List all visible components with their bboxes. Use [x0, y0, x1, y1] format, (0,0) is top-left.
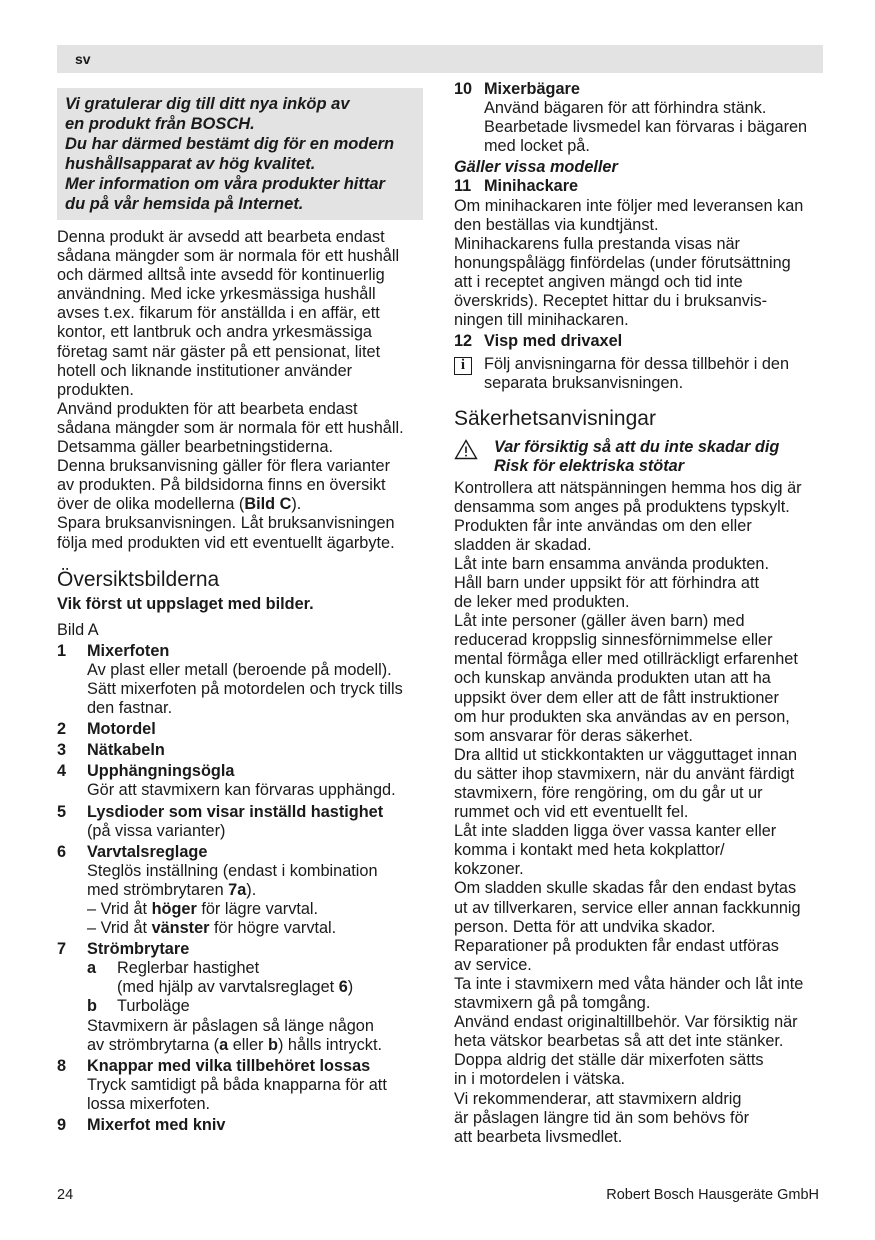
text-line: följa med produkten vid ett eventuellt ägarbyte. [57, 533, 395, 552]
text-line: stavmixern gå på tomgång. [454, 994, 651, 1013]
text-line [87, 900, 423, 919]
item-title: Varvtalsreglage [87, 842, 208, 861]
figure-reference: Bild C [244, 495, 292, 514]
text-line: sladden är skadad. [454, 535, 592, 554]
sub-item [87, 997, 423, 1016]
text-span: med strömbrytaren [87, 880, 229, 899]
item-title: Minihackare [484, 177, 579, 196]
text-line: företag samt när gäster på ett pensionat, litet [57, 342, 381, 361]
text-line: Gör att stavmixern kan förvaras upphängd. [87, 781, 396, 800]
intro-line: Mer information om våra produkter hittar [65, 175, 385, 193]
text-line: och därmed alltså inte avsedd för kontinuerlig [57, 266, 385, 285]
item-number: 5 [57, 802, 67, 821]
item-title: Nätkabeln [87, 741, 165, 760]
list-item [57, 1057, 423, 1114]
item-title: Visp med drivaxel [484, 332, 623, 351]
text-line: Doppa aldrig det ställe där mixerfoten sätts [454, 1051, 764, 1070]
text-line: du sätter ihop stavmixern, när du använt färdigt [454, 764, 795, 783]
text-line: Bearbetade livsmedel kan förvaras i bägaren [484, 118, 808, 137]
item-title: Lysdioder som visar inställd hastighet [87, 802, 384, 821]
text-line: produkten. [57, 380, 134, 399]
sub-item [87, 959, 423, 997]
item-title: Upphängningsögla [87, 762, 235, 781]
text-line: heta vätskor bearbetas så att det inte stänker. [454, 1032, 784, 1051]
text-line: Steglös inställning (endast i kombination [87, 861, 378, 880]
item-number: 12 [454, 332, 473, 351]
item-number: 6 [57, 842, 67, 861]
models-note: Gäller vissa modeller [454, 158, 618, 177]
list-item [57, 642, 423, 718]
list-item [57, 762, 423, 800]
part-reference: b [268, 1035, 278, 1054]
text-span: över de olika modellerna ( [57, 495, 245, 514]
text-line: rummet och vid ett eventuellt fel. [454, 803, 689, 822]
item-title: Mixerfoten [87, 641, 170, 660]
text-line: Denna bruksanvisning gäller för flera varianter [57, 457, 391, 476]
text-line: densamma som anges på produktens typskylt. [454, 497, 790, 516]
page-number: 24 [57, 1187, 74, 1203]
text-line: kontor, ett lantbruk och andra yrkesmässiga [57, 323, 372, 342]
text-line: Sätt mixerfoten på motordelen och tryck tills [87, 679, 403, 698]
list-item [57, 1116, 423, 1135]
text-line: Använd endast originaltillbehör. Var försiktig när [454, 1013, 798, 1032]
intro-box [57, 88, 423, 220]
list-item [57, 720, 423, 739]
text-line: Ta inte i stavmixern med våta händer och låt inte [454, 974, 804, 993]
list-item [454, 332, 824, 351]
text-line: Låt inte sladden ligga över vassa kanter eller [454, 822, 777, 841]
text-line: Reglerbar hastighet [117, 959, 260, 978]
text-span: för högre varvtal. [209, 919, 337, 938]
text-line: att bearbeta livsmedlet. [454, 1127, 623, 1146]
text-line: Låt inte barn ensamma använda produkten. [454, 554, 769, 573]
text-line: mental förmåga eller med otillräckligt erfarenhet [454, 650, 798, 669]
language-bar [57, 45, 823, 73]
text-line: uppsikt över dem eller att de fått instruktioner [454, 688, 779, 707]
safety-text [454, 479, 824, 1147]
text-line: in i motordelen i vätska. [454, 1070, 626, 1089]
intro-line: Vi gratulerar dig till ditt nya inköp av [65, 95, 350, 113]
text-line: reducerad kroppslig sinnesförnimmelse eller [454, 631, 773, 650]
text-span: eller [228, 1035, 268, 1054]
minihackare-paragraph [454, 197, 824, 331]
company-name: Robert Bosch Hausgeräte GmbH [606, 1187, 819, 1203]
text-line: Produkten får inte användas om den eller [454, 516, 752, 535]
text-span: – Vrid åt [87, 900, 152, 918]
text-span: ) hålls intryckt. [277, 1035, 382, 1054]
text-line: och kunskap använda produkten utan att ha [454, 669, 771, 688]
text-line: av produkten. På bildsidorna finns en översikt [57, 476, 386, 495]
part-reference: 7a [228, 880, 247, 899]
text-line: komma i kontakt med heta kokplattor/ [454, 841, 725, 860]
info-icon: i [454, 357, 472, 375]
text-span: ). [246, 880, 257, 899]
intro-line: en produkt från BOSCH. [65, 115, 255, 133]
text-line: av service. [454, 955, 532, 974]
text-span: (med hjälp av varvtalsreglaget [117, 978, 339, 997]
text-line: Använd bägaren för att förhindra stänk. [484, 99, 767, 118]
text-line: Reparationer på produkten får endast utföras [454, 936, 779, 955]
item-number: 11 [454, 177, 472, 196]
warning-line: Var försiktig så att du inte skadar dig [494, 437, 780, 456]
left-column [57, 80, 423, 1135]
list-item [57, 843, 423, 938]
usage-paragraph [57, 228, 423, 553]
text-line: Tryck samtidigt på båda knapparna för att [87, 1075, 387, 1094]
text-line: den fastnar. [87, 699, 173, 718]
emphasis: vänster [151, 919, 210, 938]
right-column [454, 80, 824, 1147]
section-heading-safety: Säkerhetsanvisningar [454, 406, 656, 430]
text-line: separata bruksanvisningen. [484, 374, 684, 393]
item-title: Strömbrytare [87, 940, 190, 959]
text-line: med locket på. [484, 137, 590, 156]
item-number: 10 [454, 80, 473, 98]
text-line: Detsamma gäller bearbetningstiderna. [57, 438, 334, 457]
warning-triangle-icon [454, 439, 478, 460]
text-line: Använd produkten för att bearbeta endast [57, 399, 358, 418]
text-line: som ansvarar för deras säkerhet. [454, 726, 693, 745]
text-line: Dra alltid ut stickkontakten ur vägguttaget innan [454, 745, 798, 764]
text-line: Av plast eller metall (beroende på modell). [87, 660, 392, 679]
text-span: – Vrid åt [87, 919, 152, 938]
text-line [87, 881, 423, 900]
text-line: användning. Med icke yrkesmässiga hushåll [57, 285, 376, 304]
text-line: hotell och liknande institutioner använder [57, 361, 353, 380]
text-line: Följ anvisningarna för dessa tillbehör i den [484, 355, 789, 374]
text-span: för lägre varvtal. [196, 900, 319, 918]
warning-line: Risk för elektriska stötar [494, 457, 685, 475]
info-note [454, 355, 824, 393]
text-line: Låt inte personer (gäller även barn) med [454, 612, 745, 631]
language-code: sv [75, 51, 91, 67]
text-line: honungspålägg finfördelas (under förutsättning [454, 253, 791, 272]
text-line: Turboläge [117, 997, 190, 1016]
list-item [57, 803, 423, 841]
list-item [454, 177, 824, 196]
text-line: avses t.ex. fikarum för anställda i en affär, ett [57, 304, 380, 323]
section-heading-overview: Översiktsbilderna [57, 567, 220, 591]
item-number: 7 [57, 940, 67, 959]
text-line: sådana mängder som är normala för ett hushåll. [57, 418, 404, 437]
sub-item-label: b [87, 997, 97, 1016]
text-span: av strömbrytarna ( [87, 1035, 220, 1054]
text-line: Vi rekommenderar, att stavmixern aldrig [454, 1089, 742, 1108]
item-number: 2 [57, 720, 67, 739]
text-line: stavmixern, före rengöring, om du går ut ur [454, 784, 763, 802]
part-reference: 6 [338, 978, 348, 997]
text-line: ut av tillverkaren, service eller annan fackkunnig [454, 898, 801, 917]
sub-item-label: a [87, 959, 97, 978]
text-line: sådana mängder som är normala för ett hushåll [57, 247, 400, 266]
text-span: ). [291, 495, 302, 514]
warning-note [454, 438, 824, 477]
overview-subheading: Vik först ut uppslaget med bilder. [57, 594, 314, 613]
item-title: Knappar med vilka tillbehöret lossas [87, 1056, 371, 1075]
text-line: person. Detta för att undvika skador. [454, 917, 716, 936]
text-line: Om sladden skulle skadas får den endast bytas [454, 879, 797, 898]
list-item [454, 80, 824, 156]
text-span: ) [347, 978, 354, 997]
list-item [57, 940, 423, 1055]
text-line: den beställas via kundtjänst. [454, 215, 659, 234]
item-number: 8 [57, 1056, 67, 1075]
text-line: är påslagen längre tid än som behövs för [454, 1108, 750, 1127]
text-line: (på vissa varianter) [87, 821, 226, 840]
text-line: lossa mixerfoten. [87, 1094, 211, 1113]
item-number: 9 [57, 1116, 67, 1135]
item-number: 3 [57, 741, 67, 760]
intro-line: du på vår hemsida på Internet. [65, 195, 304, 213]
emphasis: höger [151, 900, 197, 918]
text-line: Kontrollera att nätspänningen hemma hos dig är [454, 478, 802, 497]
list-item [57, 741, 423, 760]
text-line [117, 978, 423, 997]
intro-line: hushållsapparat av hög kvalitet. [65, 155, 316, 173]
item-title: Mixerfot med kniv [87, 1116, 226, 1135]
text-line: kokzoner. [454, 860, 524, 879]
item-number: 4 [57, 762, 67, 781]
item-title: Mixerbägare [484, 80, 580, 98]
text-line: att i receptet angiven mängd och tid inte [454, 272, 743, 291]
text-line [57, 495, 423, 514]
figure-a-label: Bild A [57, 620, 99, 639]
text-line [87, 1036, 423, 1055]
text-line: Spara bruksanvisningen. Låt bruksanvisningen [57, 514, 395, 533]
text-line: Minihackarens fulla prestanda visas när [454, 234, 740, 253]
item-title: Motordel [87, 720, 156, 739]
text-line: Om minihackaren inte följer med leveransen kan [454, 196, 804, 215]
text-line: om hur produkten ska användas av en person, [454, 707, 790, 726]
item-number: 1 [57, 641, 67, 660]
part-reference: a [219, 1035, 229, 1054]
text-line: Stavmixern är påslagen så länge någon [87, 1016, 374, 1035]
text-line: Håll barn under uppsikt för att förhindra att [454, 573, 759, 592]
intro-line: Du har därmed bestämt dig för en modern [65, 135, 395, 153]
text-line: Denna produkt är avsedd att bearbeta endast [57, 228, 385, 246]
text-line: överskrids). Receptet hittar du i bruksanvis- [454, 292, 768, 311]
text-line: ningen till minihackaren. [454, 311, 629, 330]
text-line: de leker med produkten. [454, 593, 630, 612]
text-line [87, 919, 423, 938]
